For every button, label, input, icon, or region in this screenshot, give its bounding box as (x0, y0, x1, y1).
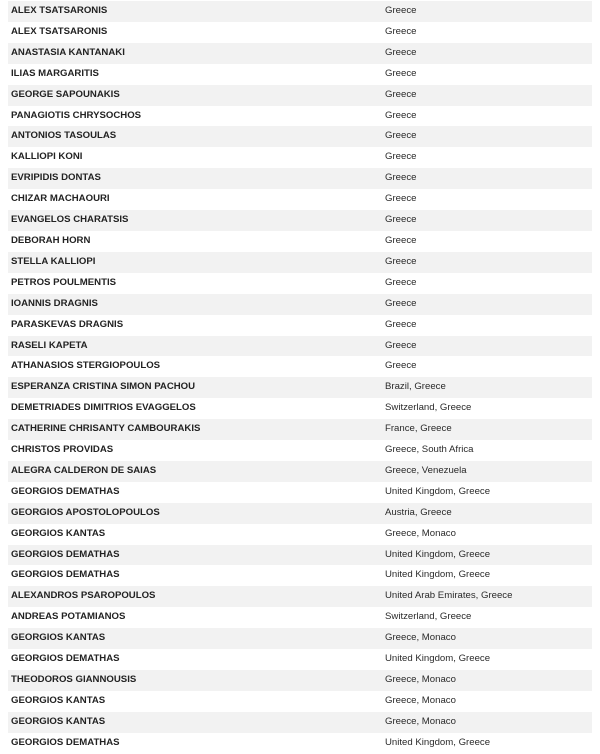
country-cell: Greece, Monaco (382, 628, 592, 649)
person-name-cell: ANASTASIA KANTANAKI (8, 43, 382, 64)
table-row[interactable] (8, 1, 592, 22)
person-name-cell: IOANNIS DRAGNIS (8, 294, 382, 315)
person-name-cell: ILIAS MARGARITIS (8, 64, 382, 85)
person-name-cell: GEORGIOS DEMATHAS (8, 649, 382, 670)
table-row[interactable] (8, 168, 592, 189)
country-cell: Greece (382, 1, 592, 22)
table-row[interactable] (8, 524, 592, 545)
person-name-cell: CHRISTOS PROVIDAS (8, 440, 382, 461)
person-name-cell: DEMETRIADES DIMITRIOS EVAGGELOS (8, 398, 382, 419)
country-cell: Greece (382, 315, 592, 336)
country-cell: Greece, Monaco (382, 712, 592, 733)
table-row[interactable] (8, 398, 592, 419)
table-row[interactable] (8, 670, 592, 691)
person-name-cell: PANAGIOTIS CHRYSOCHOS (8, 106, 382, 127)
country-cell: United Kingdom, Greece (382, 545, 592, 566)
country-cell: Greece (382, 22, 592, 43)
country-cell: Greece, South Africa (382, 440, 592, 461)
person-name-cell: ALEXANDROS PSAROPOULOS (8, 586, 382, 607)
country-cell: United Kingdom, Greece (382, 649, 592, 670)
country-cell: United Kingdom, Greece (382, 733, 592, 754)
table-row[interactable] (8, 712, 592, 733)
table-row[interactable] (8, 482, 592, 503)
person-name-cell: THEODOROS GIANNOUSIS (8, 670, 382, 691)
person-name-cell: RASELI KAPETA (8, 336, 382, 357)
person-name-cell: CATHERINE CHRISANTY CAMBOURAKIS (8, 419, 382, 440)
person-name-cell: ALEGRA CALDERON DE SAIAS (8, 461, 382, 482)
table-row[interactable] (8, 628, 592, 649)
table-row[interactable] (8, 85, 592, 106)
country-cell: Greece, Venezuela (382, 461, 592, 482)
person-name-cell: GEORGIOS APOSTOLOPOULOS (8, 503, 382, 524)
person-name-cell: GEORGIOS KANTAS (8, 524, 382, 545)
table-row[interactable] (8, 733, 592, 754)
table-row[interactable] (8, 210, 592, 231)
results-table-container (0, 1, 600, 754)
country-cell: Greece (382, 85, 592, 106)
person-name-cell: DEBORAH HORN (8, 231, 382, 252)
table-row[interactable] (8, 565, 592, 586)
person-name-cell: EVRIPIDIS DONTAS (8, 168, 382, 189)
person-name-cell: ATHANASIOS STERGIOPOULOS (8, 356, 382, 377)
country-cell: Greece (382, 336, 592, 357)
table-row[interactable] (8, 607, 592, 628)
person-name-cell: PETROS POULMENTIS (8, 273, 382, 294)
table-row[interactable] (8, 440, 592, 461)
table-row[interactable] (8, 461, 592, 482)
country-cell: Brazil, Greece (382, 377, 592, 398)
country-cell: Greece (382, 356, 592, 377)
table-row[interactable] (8, 126, 592, 147)
results-table-body (8, 1, 592, 754)
table-row[interactable] (8, 377, 592, 398)
table-row[interactable] (8, 586, 592, 607)
person-name-cell: GEORGIOS DEMATHAS (8, 545, 382, 566)
table-row[interactable] (8, 273, 592, 294)
table-row[interactable] (8, 503, 592, 524)
country-cell: United Arab Emirates, Greece (382, 586, 592, 607)
person-name-cell: GEORGIOS KANTAS (8, 691, 382, 712)
table-row[interactable] (8, 294, 592, 315)
country-cell: Greece (382, 168, 592, 189)
table-row[interactable] (8, 419, 592, 440)
person-name-cell: ANDREAS POTAMIANOS (8, 607, 382, 628)
table-row[interactable] (8, 147, 592, 168)
results-table (8, 1, 592, 754)
country-cell: Greece (382, 126, 592, 147)
table-row[interactable] (8, 64, 592, 85)
person-name-cell: GEORGIOS KANTAS (8, 628, 382, 649)
person-name-cell: GEORGIOS KANTAS (8, 712, 382, 733)
person-name-cell: KALLIOPI KONI (8, 147, 382, 168)
country-cell: Switzerland, Greece (382, 398, 592, 419)
country-cell: Greece (382, 210, 592, 231)
country-cell: Greece, Monaco (382, 524, 592, 545)
person-name-cell: CHIZAR MACHAOURI (8, 189, 382, 210)
country-cell: United Kingdom, Greece (382, 482, 592, 503)
person-name-cell: GEORGIOS DEMATHAS (8, 733, 382, 754)
country-cell: Greece (382, 43, 592, 64)
person-name-cell: ALEX TSATSARONIS (8, 22, 382, 43)
country-cell: Greece (382, 273, 592, 294)
country-cell: Greece (382, 189, 592, 210)
table-row[interactable] (8, 43, 592, 64)
person-name-cell: PARASKEVAS DRAGNIS (8, 315, 382, 336)
country-cell: Greece (382, 147, 592, 168)
country-cell: Greece, Monaco (382, 670, 592, 691)
country-cell: Greece, Monaco (382, 691, 592, 712)
table-row[interactable] (8, 691, 592, 712)
country-cell: Switzerland, Greece (382, 607, 592, 628)
country-cell: France, Greece (382, 419, 592, 440)
table-row[interactable] (8, 649, 592, 670)
country-cell: Greece (382, 231, 592, 252)
country-cell: Greece (382, 252, 592, 273)
table-row[interactable] (8, 231, 592, 252)
country-cell: Austria, Greece (382, 503, 592, 524)
table-row[interactable] (8, 22, 592, 43)
table-row[interactable] (8, 336, 592, 357)
country-cell: United Kingdom, Greece (382, 565, 592, 586)
country-cell: Greece (382, 64, 592, 85)
person-name-cell: ALEX TSATSARONIS (8, 1, 382, 22)
person-name-cell: ESPERANZA CRISTINA SIMON PACHOU (8, 377, 382, 398)
person-name-cell: GEORGIOS DEMATHAS (8, 482, 382, 503)
person-name-cell: GEORGIOS DEMATHAS (8, 565, 382, 586)
person-name-cell: ANTONIOS TASOULAS (8, 126, 382, 147)
person-name-cell: EVANGELOS CHARATSIS (8, 210, 382, 231)
table-row[interactable] (8, 356, 592, 377)
person-name-cell: GEORGE SAPOUNAKIS (8, 85, 382, 106)
table-row[interactable] (8, 315, 592, 336)
table-row[interactable] (8, 106, 592, 127)
table-row[interactable] (8, 545, 592, 566)
person-name-cell: STELLA KALLIOPI (8, 252, 382, 273)
country-cell: Greece (382, 294, 592, 315)
table-row[interactable] (8, 252, 592, 273)
country-cell: Greece (382, 106, 592, 127)
table-row[interactable] (8, 189, 592, 210)
